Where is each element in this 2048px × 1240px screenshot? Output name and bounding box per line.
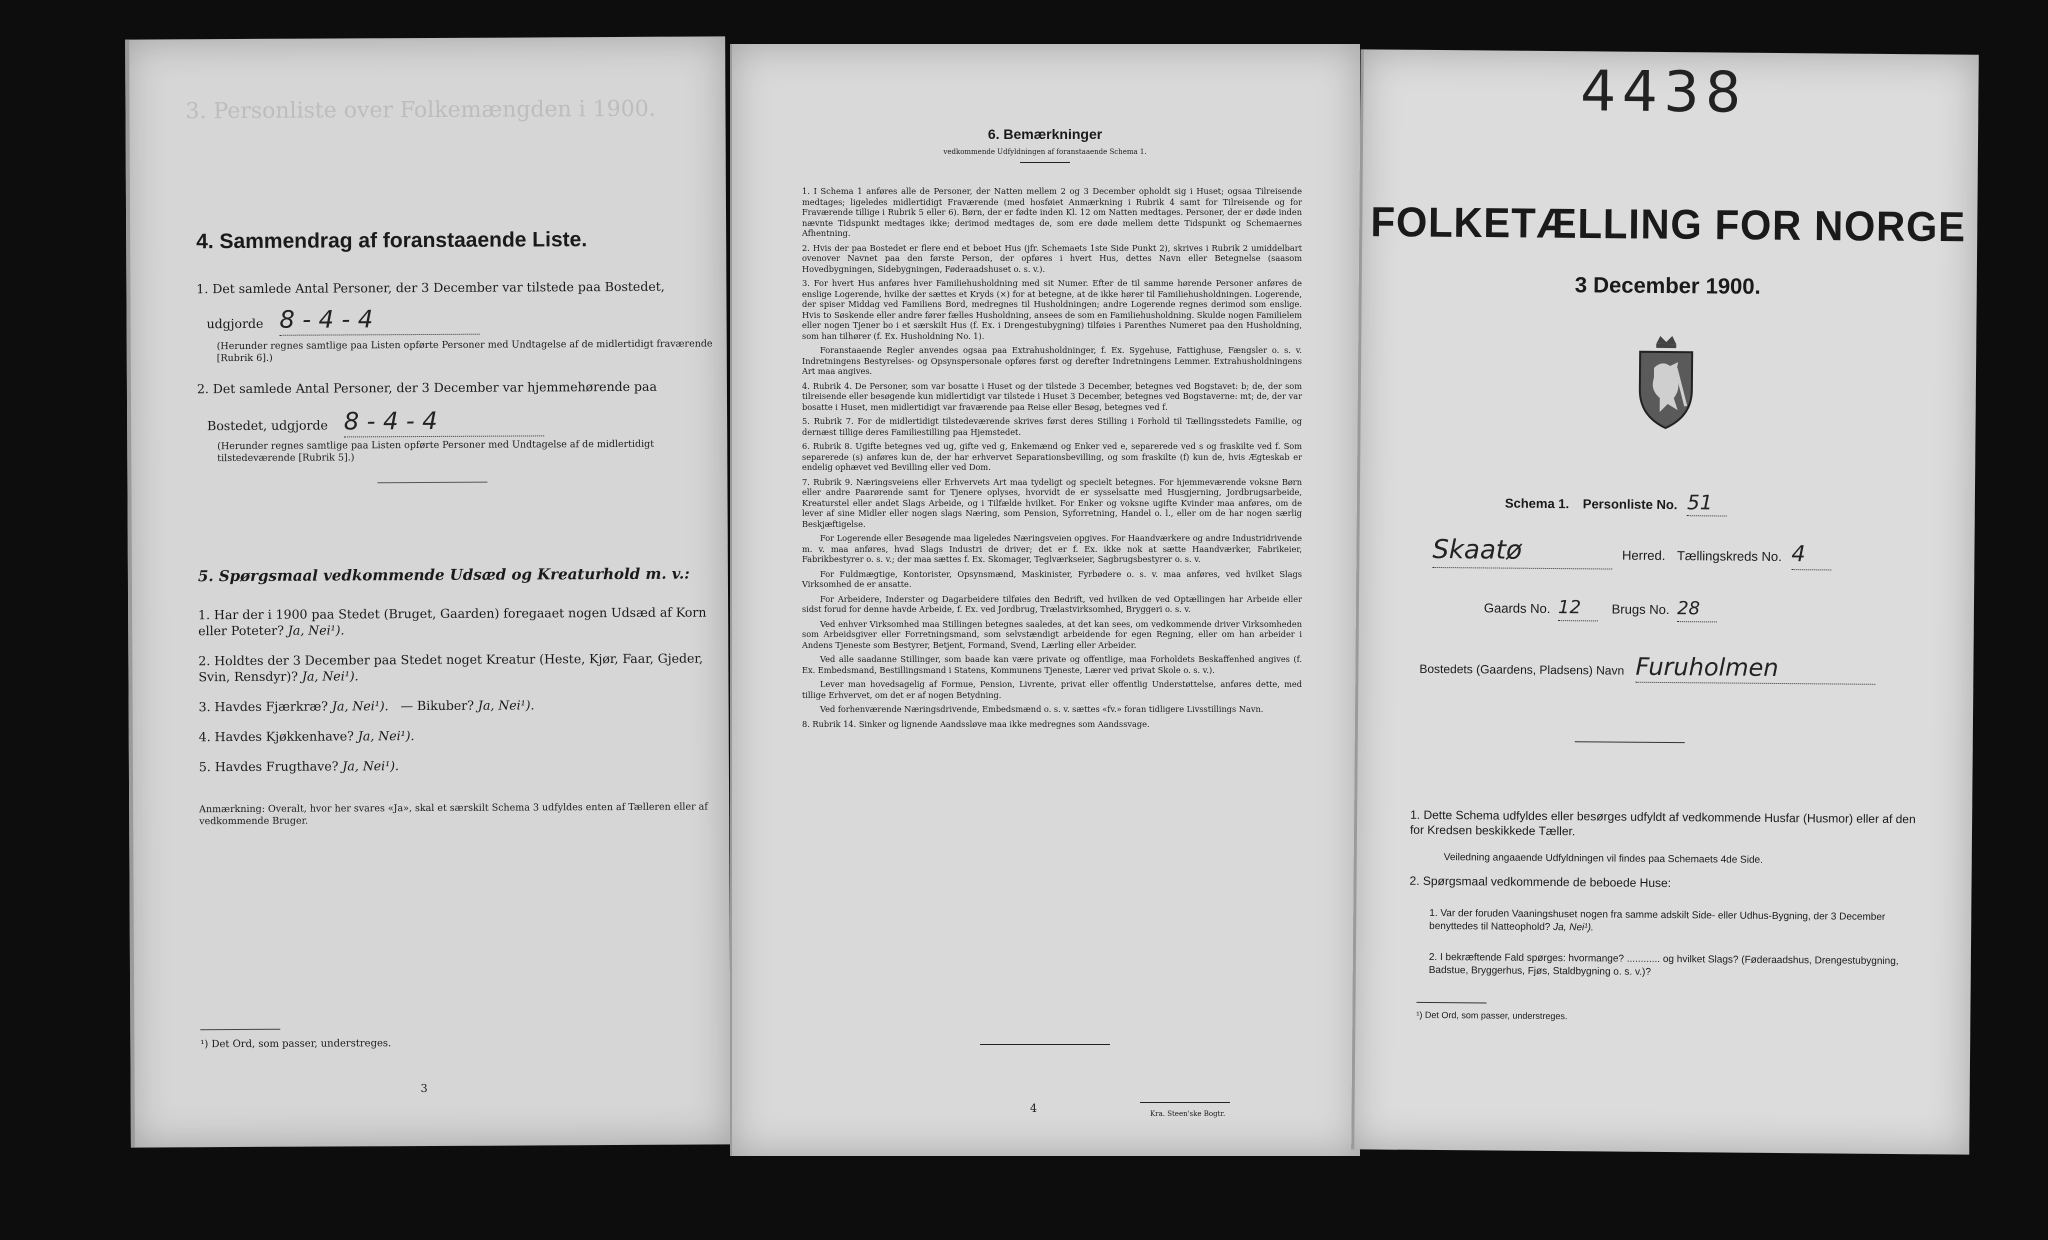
norway-lion-coat-of-arms-icon [1625, 332, 1706, 433]
remark-paragraph: Lever man hovedsagelig af Formue, Pension, Livrente, privat eller offentlig Understøttelse, anføres dette, med tillige Erhvervet, om det er af nogen Betydning. [802, 679, 1302, 700]
remark-paragraph: Ved forhenværende Næringsdrivende, Embedsmænd o. s. v. sættes «fv.» foran tidligere Livsstillings Navn. [820, 704, 1264, 714]
remark-paragraph: For Arbeidere, Inderster og Dagarbeidere tilføies den Bedrift, ved hvilken de ved Optællingen har Arbeide eller sidst forud for denne havde Arbeide, f. Ex. ved Jordbrug, Trælastvirksomhed, Bryggeri o. s. v. [802, 593, 1302, 614]
heading-rule [1020, 162, 1070, 163]
herred-row [1432, 534, 1912, 572]
section5-q2-answer: Ja, Nei¹). [301, 667, 359, 684]
ornament-rule [1575, 741, 1685, 743]
remark-paragraph: 7. Rubrik 9. Næringsveiens eller Erhvervets Art maa tydeligt og specielt betegnes. For hjemmeværende voksne Børn eller andre Paarørende samt for Tjenere oplyses, hvorvidt de er sysselsatte med Husgjerning, Jordbrugsarbeide, Kreaturstel eller andet Slags Arbeide, og i Tilfælde hvilket. For Enker og voksne ugifte Kvinder maa anføres, om de lever af sine Midler eller nogen slags Næring, som Pension, Syforretning, Handel o. l., eller om de har nogen særlig Beskjæftigelse. [802, 476, 1302, 529]
brugs-value: 28 [1677, 598, 1717, 622]
section5-q4-text: 4. Havdes Kjøkkenhave? [198, 728, 354, 745]
section4-item1-text: 1. Det samlede Antal Personer, der 3 December var tilstede paa Bostedet, [196, 278, 665, 297]
gaards-row [1484, 596, 1717, 622]
bosted-value: Furuholmen [1635, 652, 1875, 685]
section5-q1 [198, 605, 708, 639]
archive-number: 4438 [1580, 59, 1748, 126]
form-date: 3 December 1900. [1574, 272, 1761, 299]
remark-paragraph: For Fuldmægtige, Kontorister, Opsynsmænd, Maskinister, Fyrbødere o. s. v. maa anføres, ved hvilket Slags Virksomhed de er ansatte. [802, 568, 1302, 589]
bottom-rule [980, 1044, 1110, 1045]
faint-bleedthrough-header: 3. Personliste over Folkemængden i 1900. [185, 96, 656, 125]
form-title: FOLKETÆLLING FOR NORGE [1370, 199, 1967, 251]
herred-value: Skaatø [1432, 534, 1612, 569]
remark-paragraph: 3. For hvert Hus anføres hver Familiehusholdning med sit Numer. Efter de til samme hørende Personer anføres de enslige Logerende, hvilke der sættes et Kryds (×) for at betegne, at de ikke hører til Familiehusholdningen. Logerende, der spiser Middag ved Familiens Bord, medregnes til Husholdningen; andre Logerende regnes derimod som enslige. Hvis to Søskende eller andre fører fælles Husholdning, ansees de som en Familiehusholdning. Skulde nogen Familielem eller nogen Tjener bo i et særskilt Hus (f. Ex. i Drengestubygning) tilføies i Parenthes Numeret paa den Husholdning, som han tilhører (f. Ex. Husholdning No. 1). [802, 278, 1302, 341]
section5-q3-answer: Ja, Nei¹). [331, 698, 389, 714]
right-page [1351, 49, 1979, 1154]
gaards-value: 12 [1558, 597, 1598, 621]
section5-q4-answer: Ja, Nei¹). [357, 728, 415, 744]
page-edge [730, 44, 732, 1156]
section5-q5 [199, 757, 709, 775]
instruction-1: 1. Dette Schema udfyldes eller besørges udfyldt af vedkommende Husfar (Husmor) eller af den for Kredsen beskikkede Tæller. [1409, 807, 1916, 839]
schema-row [1505, 489, 1727, 517]
remark-paragraph: Ved alle saadanne Stillinger, som baade kan være private og offentlige, maa Forholdets Beskaffenhed angives (f. Ex. Embedsmand, Bestillingsmand i Statens, Kommunens Tjeneste, Lærer ved privat Skole o. s. v.). [802, 654, 1302, 675]
section5-q1-text: 1. Har der i 1900 paa Stedet (Bruget, Gaarden) foregaaet nogen Udsæd af Korn eller Poteter? [198, 604, 707, 638]
house-question-1 [1429, 908, 1929, 937]
remark-paragraph: 4. Rubrik 4. De Personer, som var bosatte i Huset og der tilstede 3 December, betegnes ved Bogstavet: b; de, der som tilreisende eller besøgende kun midlertidigt var tilstede i Huset 3 December, betegnes ved Bogstaverne: mt; de, der var bosatte i Huset, men midlertidigt var fraværende paa Reise eller Besøg, betegnes ved f. [802, 380, 1302, 412]
section4-item2-row [207, 404, 727, 438]
gaards-label: Gaards No. [1483, 600, 1551, 617]
house-question-1-answer: Ja, Nei¹). [1553, 921, 1594, 933]
section5-q4 [199, 727, 709, 745]
remark-paragraph: Foranstaaende Regler anvendes ogsaa paa Extrahusholdninger, f. Ex. Sygehuse, Fattighuse, Fængsler o. s. v. Indretningens Bestyrelses- og Opsynspersonale opføres først og derefter Indretningens Lemmer. Extrahusholdningens Art maa angives. [802, 345, 1302, 376]
remarks-body [802, 186, 1302, 733]
remark-paragraph: 1. I Schema 1 anføres alle de Personer, der Natten mellem 2 og 3 December opholdt sig i Huset; ogsaa Tilreisende medtages; ligeledes midlertidigt Fraværende (med hosføiet Anmærkning i Rubrik 4 samt for Tilreisende og for Fraværende tillige i Rubrik 5 eller 6). Børn, der er fødte inden Kl. 12 om Natten medtages. Personer, der er døde inden nævnte Tidspunkt medtages ikke; derimod medtages de, som ere døde mellem dette Tidspunkt og Schemaernes Afhentning. [802, 186, 1302, 238]
house-question-2: 2. I bekræftende Fald spørges: hvormange? ............ og hvilket Slags? (Føderaadshus, Drengestubygning, Badstue, Bryggerhus, Fjøs, Staldbygning o. s. v.)? [1428, 951, 1899, 978]
section5-q3 [199, 697, 709, 715]
remarks-heading: 6. Bemærkninger [987, 126, 1103, 142]
section4-item1-value: 8 - 4 - 4 [279, 304, 479, 336]
left-page-number: 3 [420, 1082, 428, 1096]
remark-paragraph: 8. Rubrik 14. Sinker og lignende Aandssløve maa ikke medregnes som Aandssvage. [802, 718, 1150, 729]
section5-q2 [198, 651, 708, 685]
left-footnote: ¹) Det Ord, som passer, understreges. [200, 1038, 392, 1051]
schema-label: Schema 1. [1504, 495, 1570, 512]
section4-item1-prefix: udgjorde [206, 315, 264, 332]
section5-q3b-answer: Ja, Nei¹). [477, 697, 535, 713]
kreds-value: 4 [1791, 541, 1831, 570]
section4-item1-row [206, 302, 726, 336]
remark-paragraph: For Logerende eller Besøgende maa ligeledes Næringsveien opgives. For Haandværkere og andre Industridrivende m. v. maa anføres, hvad Slags Industri de driver; det er f. Ex. ikke nok at sætte Haandværker, Fabrikeier, Fabrikbestyrer o. s. v.; der maa sættes f. Ex. Skomager, Teglværkseier, Sagbrugsbestyrer o. s. v. [802, 533, 1302, 564]
footnote-rule [1416, 1002, 1486, 1004]
section4-item2-text: 2. Det samlede Antal Personer, der 3 December var hjemmehørende paa [196, 378, 657, 397]
section5-q2-text: 2. Holdtes der 3 December paa Stedet noget Kreatur (Heste, Kjør, Faar, Gjeder, Svin, Rensdyr)? [198, 650, 703, 684]
printer-credit: Kra. Steen'ske Bogtr. [1150, 1110, 1226, 1118]
section5-q5-answer: Ja, Nei¹). [342, 758, 400, 774]
section4-item1-note: (Herunder regnes samtlige paa Listen opførte Personer med Undtagelse af de midlertidigt fraværende [Rubrik 6].) [216, 338, 713, 364]
middle-page-number: 4 [1030, 1102, 1037, 1115]
section4-item2-prefix: Bostedet, udgjorde [207, 417, 328, 434]
right-footnote: ¹) Det Ord, som passer, understreges. [1416, 1009, 1568, 1022]
left-page [125, 36, 731, 1147]
divider-line [377, 482, 487, 484]
herred-label: Herred. [1621, 547, 1666, 564]
house-question-1-text: 1. Var der foruden Vaaningshuset nogen fra samme adskilt Side- eller Udhus-Bygning, der 3 December benyttedes til Natteophold? [1429, 907, 1886, 933]
remark-paragraph: 2. Hvis der paa Bostedet er flere end et beboet Hus (jfr. Schemaets 1ste Side Punkt 2), skrives i Rubrik 2 umiddelbart ovenover Navnet paa den første Person, der opføres i hvert Hus, dettes Navn eller Betegnelse (saasom Hovedbygningen, Sidebygningen, Føderaadshuset o. s. v.). [802, 242, 1302, 274]
instruction-2: 2. Spørgsmaal vedkommende de beboede Huse: [1409, 873, 1672, 891]
page-edge [125, 40, 135, 1148]
section4-heading: 4. Sammendrag af foranstaaende Liste. [196, 228, 588, 254]
middle-page [730, 44, 1360, 1156]
section5-q3b-text: — Bikuber? [400, 697, 474, 714]
bosted-label: Bostedets (Gaardens, Pladsens) Navn [1419, 661, 1625, 678]
instruction-1-note: Veiledning angaaende Udfyldningen vil findes paa Schemaets 4de Side. [1443, 852, 1763, 866]
bosted-row [1419, 650, 1959, 686]
section5-heading: 5. Spørgsmaal vedkommende Udsæd og Kreaturhold m. v.: [197, 564, 690, 586]
footnote-rule [200, 1029, 280, 1030]
kreds-label: Tællingskreds No. [1676, 548, 1782, 565]
section4-item2-note: (Herunder regnes samtlige paa Listen opførte Personer med Undtagelse af de midlertidigt tilstedeværende [Rubrik 5].) [217, 438, 655, 464]
remark-paragraph: 6. Rubrik 8. Ugifte betegnes ved ug, gifte ved g, Enkemænd og Enker ved e, separerede ved s og fraskilte ved f. Som separerede (s) anføres kun de, der har erhvervet Separationsbevilling, og som fraskilte (f) kun de, hvis Ægteskab er endelig ophævet ved Bevilling eller ved Dom. [802, 441, 1302, 472]
section4-item2-value: 8 - 4 - 4 [344, 405, 544, 437]
section5-q3-text: 3. Havdes Fjærkræ? [198, 698, 329, 715]
remark-paragraph: Ved enhver Virksomhed maa Stillingen betegnes saaledes, at det kan sees, om vedkommende driver Virksomheden som Arbeidsgiver eller Forretningsmand, som selvstændigt arbeidende for egen Regning, eller om han arbeider i Andens Tjeneste som Bestyrer, Betjent, Formand, Svend, Lærling eller Arbeider. [802, 618, 1302, 650]
personliste-value: 51 [1687, 490, 1727, 516]
personliste-label: Personliste No. [1582, 496, 1678, 513]
section5-remark: Anmærkning: Overalt, hvor her svares «Ja», skal et særskilt Schema 3 udfyldes enten af Tælleren eller af vedkommende Bruger. [199, 801, 708, 828]
brugs-label: Brugs No. [1611, 601, 1670, 618]
remark-paragraph: 5. Rubrik 7. For de midlertidigt tilstedeværende skrives først deres Stilling i Forhold til Tællingsstedets Familie, og dernæst tillige deres Familiestilling paa Hjemstedet. [802, 416, 1302, 437]
section5-q1-answer: Ja, Nei¹). [287, 622, 345, 638]
remarks-subheading: vedkommende Udfyldningen af foranstaaende Schema 1. [943, 148, 1147, 156]
section5-q5-text: 5. Havdes Frugthave? [198, 758, 339, 775]
printer-rule [1140, 1102, 1230, 1103]
